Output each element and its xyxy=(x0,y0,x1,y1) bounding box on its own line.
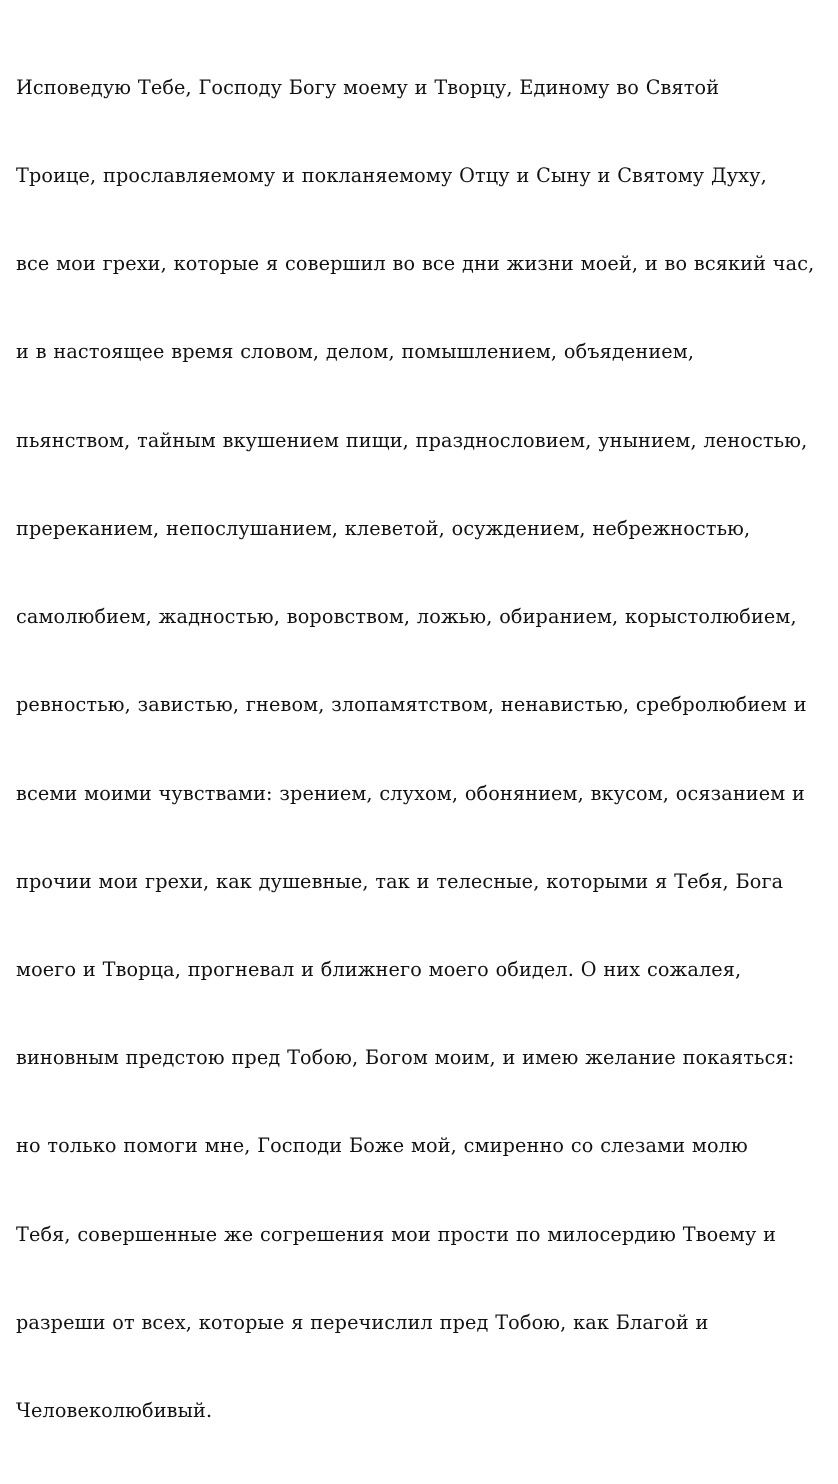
prayer-line: Исповедую Тебе, Господу Богу моему и Творцу, Единому во Святой xyxy=(16,75,720,99)
prayer-line: всеми моими чувствами: зрением, слухом, обонянием, вкусом, осязанием и xyxy=(16,781,805,805)
prayer-line: Тебя, совершенные же согрешения мои прости по милосердию Твоему и xyxy=(16,1222,777,1246)
prayer-line: ревностью, завистью, гневом, злопамятством, ненавистью, сребролюбием и xyxy=(16,693,807,717)
prayer-line: все мои грехи, которые я совершил во все дни жизни моей, и во всякий час, xyxy=(16,252,815,276)
prayer-line: и в настоящее время словом, делом, помышлением, объядением, xyxy=(16,340,695,364)
prayer-line: но только помоги мне, Господи Боже мой, смиренно со слезами молю xyxy=(16,1134,748,1158)
prayer-body xyxy=(16,14,822,1484)
prayer-line: моего и Творца, прогневал и ближнего моего обидел. О них сожалея, xyxy=(16,958,742,981)
prayer-line: самолюбием, жадностью, воровством, ложью, обиранием, корыстолюбием, xyxy=(16,605,797,629)
prayer-line: Троице, прославляемому и покланяемому Отцу и Сыну и Святому Духу, xyxy=(16,164,767,188)
prayer-line: Человеколюбивый. xyxy=(16,1399,213,1423)
prayer-line: виновным предстою пред Тобою, Богом моим, и имею желание покаяться: xyxy=(16,1046,795,1070)
prayer-line: прочии мои грехи, как душевные, так и телесные, которыми я Тебя, Бога xyxy=(16,869,784,893)
prayer-line: пререканием, непослушанием, клеветой, осуждением, небрежностью, xyxy=(16,516,751,540)
prayer-line: пьянством, тайным вкушением пищи, празднословием, унынием, леностью, xyxy=(16,428,808,452)
prayer-line: разреши от всех, которые я перечислил пред Тобою, как Благой и xyxy=(16,1310,709,1334)
